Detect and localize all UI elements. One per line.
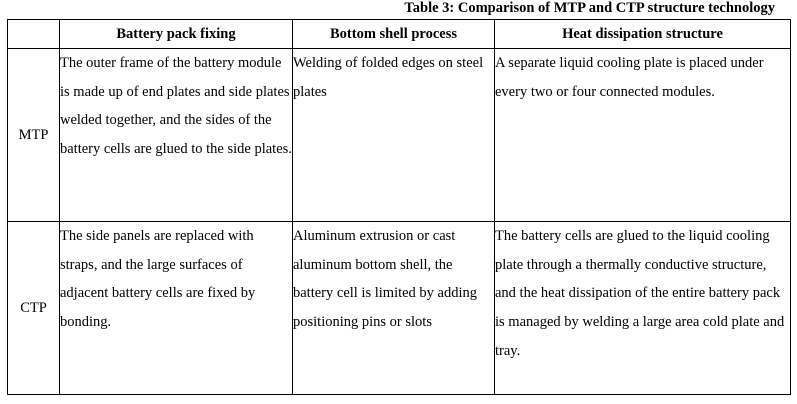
row-label-ctp: CTP	[8, 222, 60, 395]
header-corner	[8, 20, 60, 49]
comparison-table	[7, 19, 791, 395]
header-heat-dissipation-structure: Heat dissipation structure	[495, 20, 791, 49]
row-label-mtp: MTP	[8, 49, 60, 222]
cell-mtp-bottom-shell-process: Welding of folded edges on steel plates	[293, 49, 495, 222]
cell-ctp-bottom-shell-process: Aluminum extrusion or cast aluminum bottom shell, the battery cell is limited by adding positioning pins or slots	[293, 222, 495, 395]
cell-mtp-battery-pack-fixing: The outer frame of the battery module is made up of end plates and side plates welded together, and the sides of the battery cells are glued to the side plates.	[60, 49, 293, 222]
header-battery-pack-fixing: Battery pack fixing	[60, 20, 293, 49]
header-bottom-shell-process: Bottom shell process	[293, 20, 495, 49]
table-row-ctp	[8, 222, 791, 395]
table-row-mtp	[8, 49, 791, 222]
cell-ctp-battery-pack-fixing: The side panels are replaced with straps, and the large surfaces of adjacent battery cells are fixed by bonding.	[60, 222, 293, 395]
table-caption: Table 3: Comparison of MTP and CTP structure technology	[404, 0, 775, 16]
cell-ctp-heat-dissipation: The battery cells are glued to the liquid cooling plate through a thermally conductive structure, and the heat dissipation of the entire battery pack is managed by welding a large area cold plate and tray.	[495, 222, 791, 395]
cell-mtp-heat-dissipation: A separate liquid cooling plate is placed under every two or four connected modules.	[495, 49, 791, 222]
header-row	[8, 20, 791, 49]
